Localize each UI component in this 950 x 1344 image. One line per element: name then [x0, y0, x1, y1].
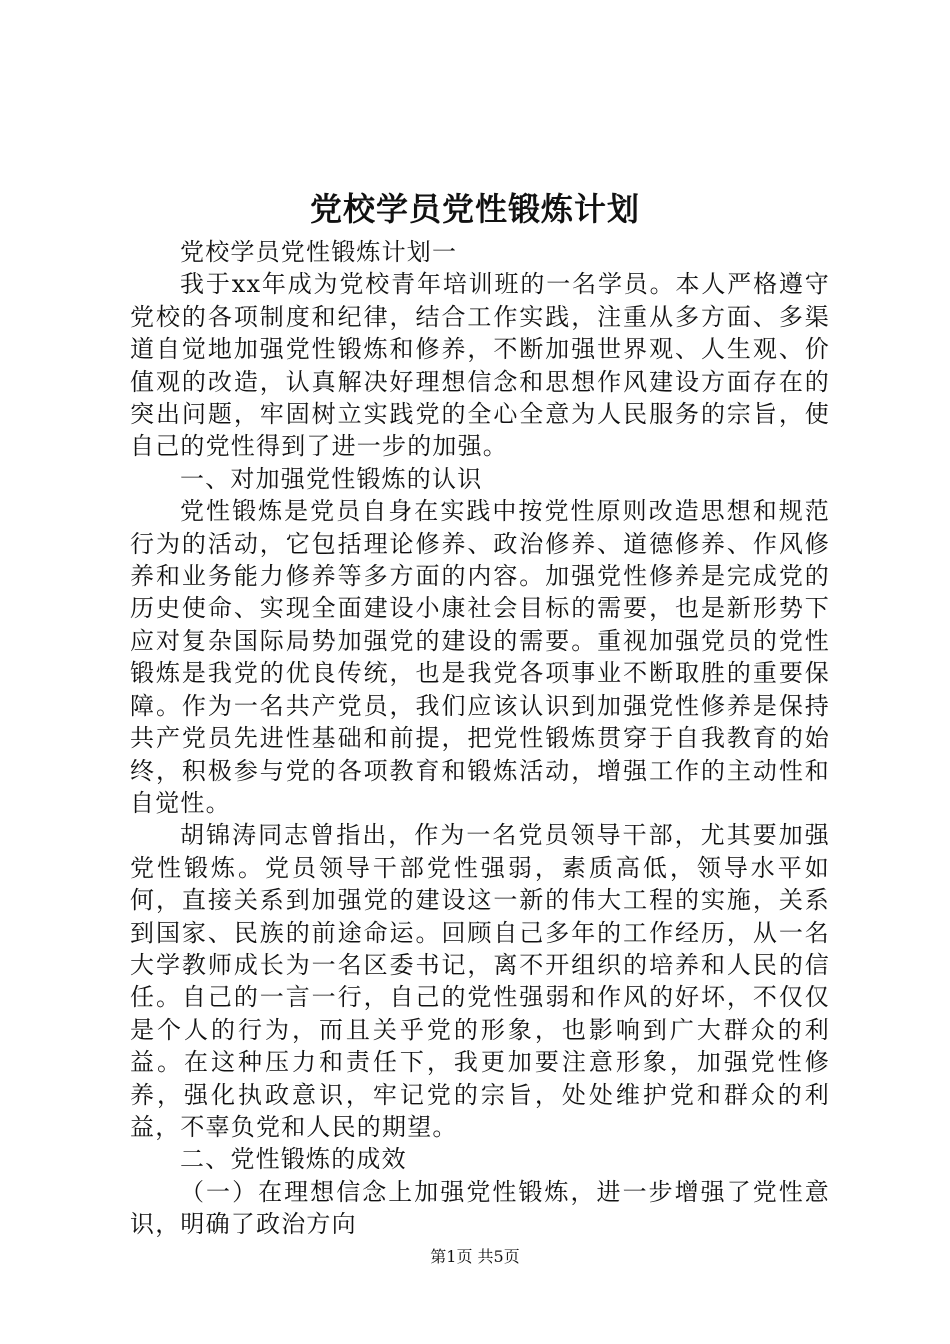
subsection-heading: （一）在理想信念上加强党性锻炼，进一步增强了党性意识，明确了政治方向: [130, 1177, 830, 1239]
document-body: [130, 236, 830, 1241]
body-paragraph: 胡锦涛同志曾指出，作为一名党员领导干部，尤其要加强党性锻炼。党员领导干部党性强弱，素质高低，领导水平如何，直接关系到加强党的建设这一新的伟大工程的实施，关系到国家、民族的前途命运。回顾自己多年的工作经历，从一名大学教师成长为一名区委书记，离不开组织的培养和人民的信任。自己的一言一行，自己的党性强弱和作风的好坏，不仅仅是个人的行为，而且关乎党的形象，也影响到广大群众的利益。在这种压力和责任下，我更加要注意形象，加强党性修养，强化执政意识，牢记党的宗旨，处处维护党和群众的利益，不辜负党和人民的期望。: [130, 821, 830, 1141]
body-paragraph: 党性锻炼是党员自身在实践中按党性原则改造思想和规范行为的活动，它包括理论修养、政治修养、道德修养、作风修养和业务能力修养等多方面的内容。加强党性修养是完成党的历史使命、实现全面建设小康社会目标的需要，也是新形势下应对复杂国际局势加强党的建设的需要。重视加强党员的党性锻炼是我党的优良传统，也是我党各项事业不断取胜的重要保障。作为一名共产党员，我们应该认识到加强党性修养是保持共产党员先进性基础和前提，把党性锻炼贯穿于自我教育的始终，积极参与党的各项教育和锻炼活动，增强工作的主动性和自觉性。: [130, 497, 830, 817]
section-heading: 二、党性锻炼的成效: [180, 1145, 407, 1174]
page-footer: 第1页 共5页: [430, 1247, 520, 1266]
body-paragraph: 我于xx年成为党校青年培训班的一名学员。本人严格遵守党校的各项制度和纪律，结合工作实践，注重从多方面、多渠道自觉地加强党性锻炼和修养，不断加强世界观、人生观、价值观的改造，认真解决好理想信念和思想作风建设方面存在的突出问题，牢固树立实践党的全心全意为人民服务的宗旨，使自己的党性得到了进一步的加强。: [130, 270, 830, 461]
section-heading: 党校学员党性锻炼计划一: [180, 238, 458, 266]
document-title: 党校学员党性锻炼计划: [309, 190, 640, 228]
section-heading: 一、对加强党性锻炼的认识: [180, 464, 483, 493]
